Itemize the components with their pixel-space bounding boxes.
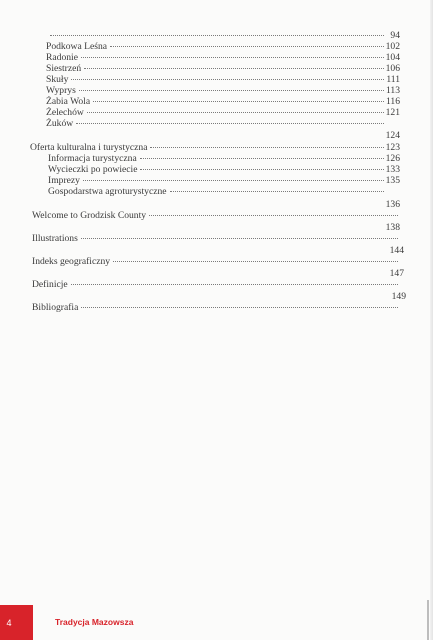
- toc-page-number: 113: [385, 85, 400, 96]
- toc-leader: [79, 90, 384, 91]
- toc-page-number: 121: [385, 107, 400, 118]
- toc-row-bibliografia: [32, 302, 400, 313]
- toc-row-orphan-page: [300, 291, 406, 302]
- toc-entry-label: Siestrzeń: [46, 63, 82, 74]
- footer-page-number: 4: [6, 618, 12, 628]
- toc-page-number: 138: [385, 222, 400, 233]
- toc-page-number: 135: [385, 175, 400, 186]
- toc-page-number: 102: [385, 41, 400, 52]
- toc-entry-label: Wyprys: [46, 85, 76, 96]
- toc-row-orphan-page: [300, 199, 400, 210]
- toc-row-imprezy: [48, 175, 400, 186]
- toc-entry-label: Żuków: [46, 118, 74, 129]
- toc-page-number: 147: [389, 268, 404, 279]
- toc-page-number: 144: [389, 245, 404, 256]
- toc-row-wycieczki: [48, 164, 400, 175]
- toc-leader: [84, 68, 383, 69]
- toc-row-wyprys: [46, 85, 400, 96]
- toc-entry-label: Gospodarstwa agroturystyczne: [48, 186, 167, 197]
- toc-leader: [81, 238, 398, 239]
- toc-leader: [140, 158, 384, 159]
- toc-page-number: 116: [385, 96, 400, 107]
- toc-entry-label: Żabia Wola: [46, 96, 91, 107]
- toc-section-heading: Definicje: [32, 279, 68, 290]
- toc-leader: [150, 147, 383, 148]
- toc-page-number: 126: [385, 153, 400, 164]
- toc-leader: [83, 180, 384, 181]
- toc-row-orphan-page: [300, 268, 404, 279]
- toc-row-orphan-page: [48, 30, 400, 41]
- toc-leader: [81, 307, 398, 308]
- toc-row-informacja-turystyczna: [48, 153, 400, 164]
- toc-page-number: 149: [391, 291, 406, 302]
- toc-page-number: 136: [385, 199, 400, 210]
- toc-entry-label: Imprezy: [48, 175, 80, 186]
- toc-leader: [140, 169, 383, 170]
- toc-page-number: 124: [385, 130, 400, 141]
- toc-section-heading: Bibliografia: [32, 302, 79, 313]
- toc-row-definicje: [32, 279, 400, 290]
- toc-row-zabia-wola: [46, 96, 400, 107]
- toc-leader: [93, 101, 384, 102]
- toc-page-number: 106: [385, 63, 400, 74]
- toc-leader: [71, 284, 398, 285]
- toc-section-heading: Indeks geograficzny: [32, 256, 111, 267]
- toc-entry-label: Informacja turystyczna: [48, 153, 137, 164]
- toc-row-gospodarstwa: [48, 186, 400, 197]
- footer-publication-title: Tradycja Mazowsza: [55, 617, 134, 627]
- toc-entry-label: Radonie: [46, 52, 78, 63]
- toc-row-orphan-page: [300, 130, 400, 141]
- toc-section-heading: Welcome to Grodzisk County: [32, 210, 147, 221]
- toc-row-oferta-kulturalna: [30, 142, 400, 153]
- toc-page-number: 123: [385, 142, 400, 153]
- toc-leader: [50, 35, 384, 36]
- toc-row-zukow: [46, 118, 400, 129]
- toc-entry-label: Skuły: [46, 74, 69, 85]
- toc-row-skuly: [46, 74, 400, 85]
- toc-page-number: 111: [386, 74, 400, 85]
- toc-leader: [149, 215, 398, 216]
- toc-section-heading: Oferta kulturalna i turystyczna: [30, 142, 148, 153]
- toc-leader: [110, 46, 384, 47]
- toc-row-illustrations: [32, 233, 400, 244]
- toc-section-heading: Illustrations: [32, 233, 78, 244]
- toc-leader: [87, 112, 384, 113]
- toc-leader: [113, 261, 398, 262]
- toc-page-number: 133: [385, 164, 400, 175]
- toc-leader: [81, 57, 384, 58]
- toc-page-number: 94: [390, 30, 400, 41]
- toc-row-radonie: [46, 52, 400, 63]
- toc-leader: [71, 79, 384, 80]
- toc-entry-label: Żelechów: [46, 107, 84, 118]
- toc-page-number: 104: [385, 52, 400, 63]
- toc-row-podkowa-lesna: [46, 41, 400, 52]
- toc-row-zelechow: [46, 107, 400, 118]
- toc-row-orphan-page: [300, 222, 400, 233]
- scan-edge-mark: [427, 600, 429, 640]
- toc-row-orphan-page: [300, 245, 404, 256]
- toc-entry-label: Podkowa Leśna: [46, 41, 108, 52]
- toc-entry-label: Wycieczki po powiecie: [48, 164, 138, 175]
- toc-row-siestrzen: [46, 63, 400, 74]
- toc-row-welcome: [32, 210, 400, 221]
- toc-leader: [76, 123, 384, 124]
- toc-leader: [170, 191, 384, 192]
- toc-row-indeks: [32, 256, 400, 267]
